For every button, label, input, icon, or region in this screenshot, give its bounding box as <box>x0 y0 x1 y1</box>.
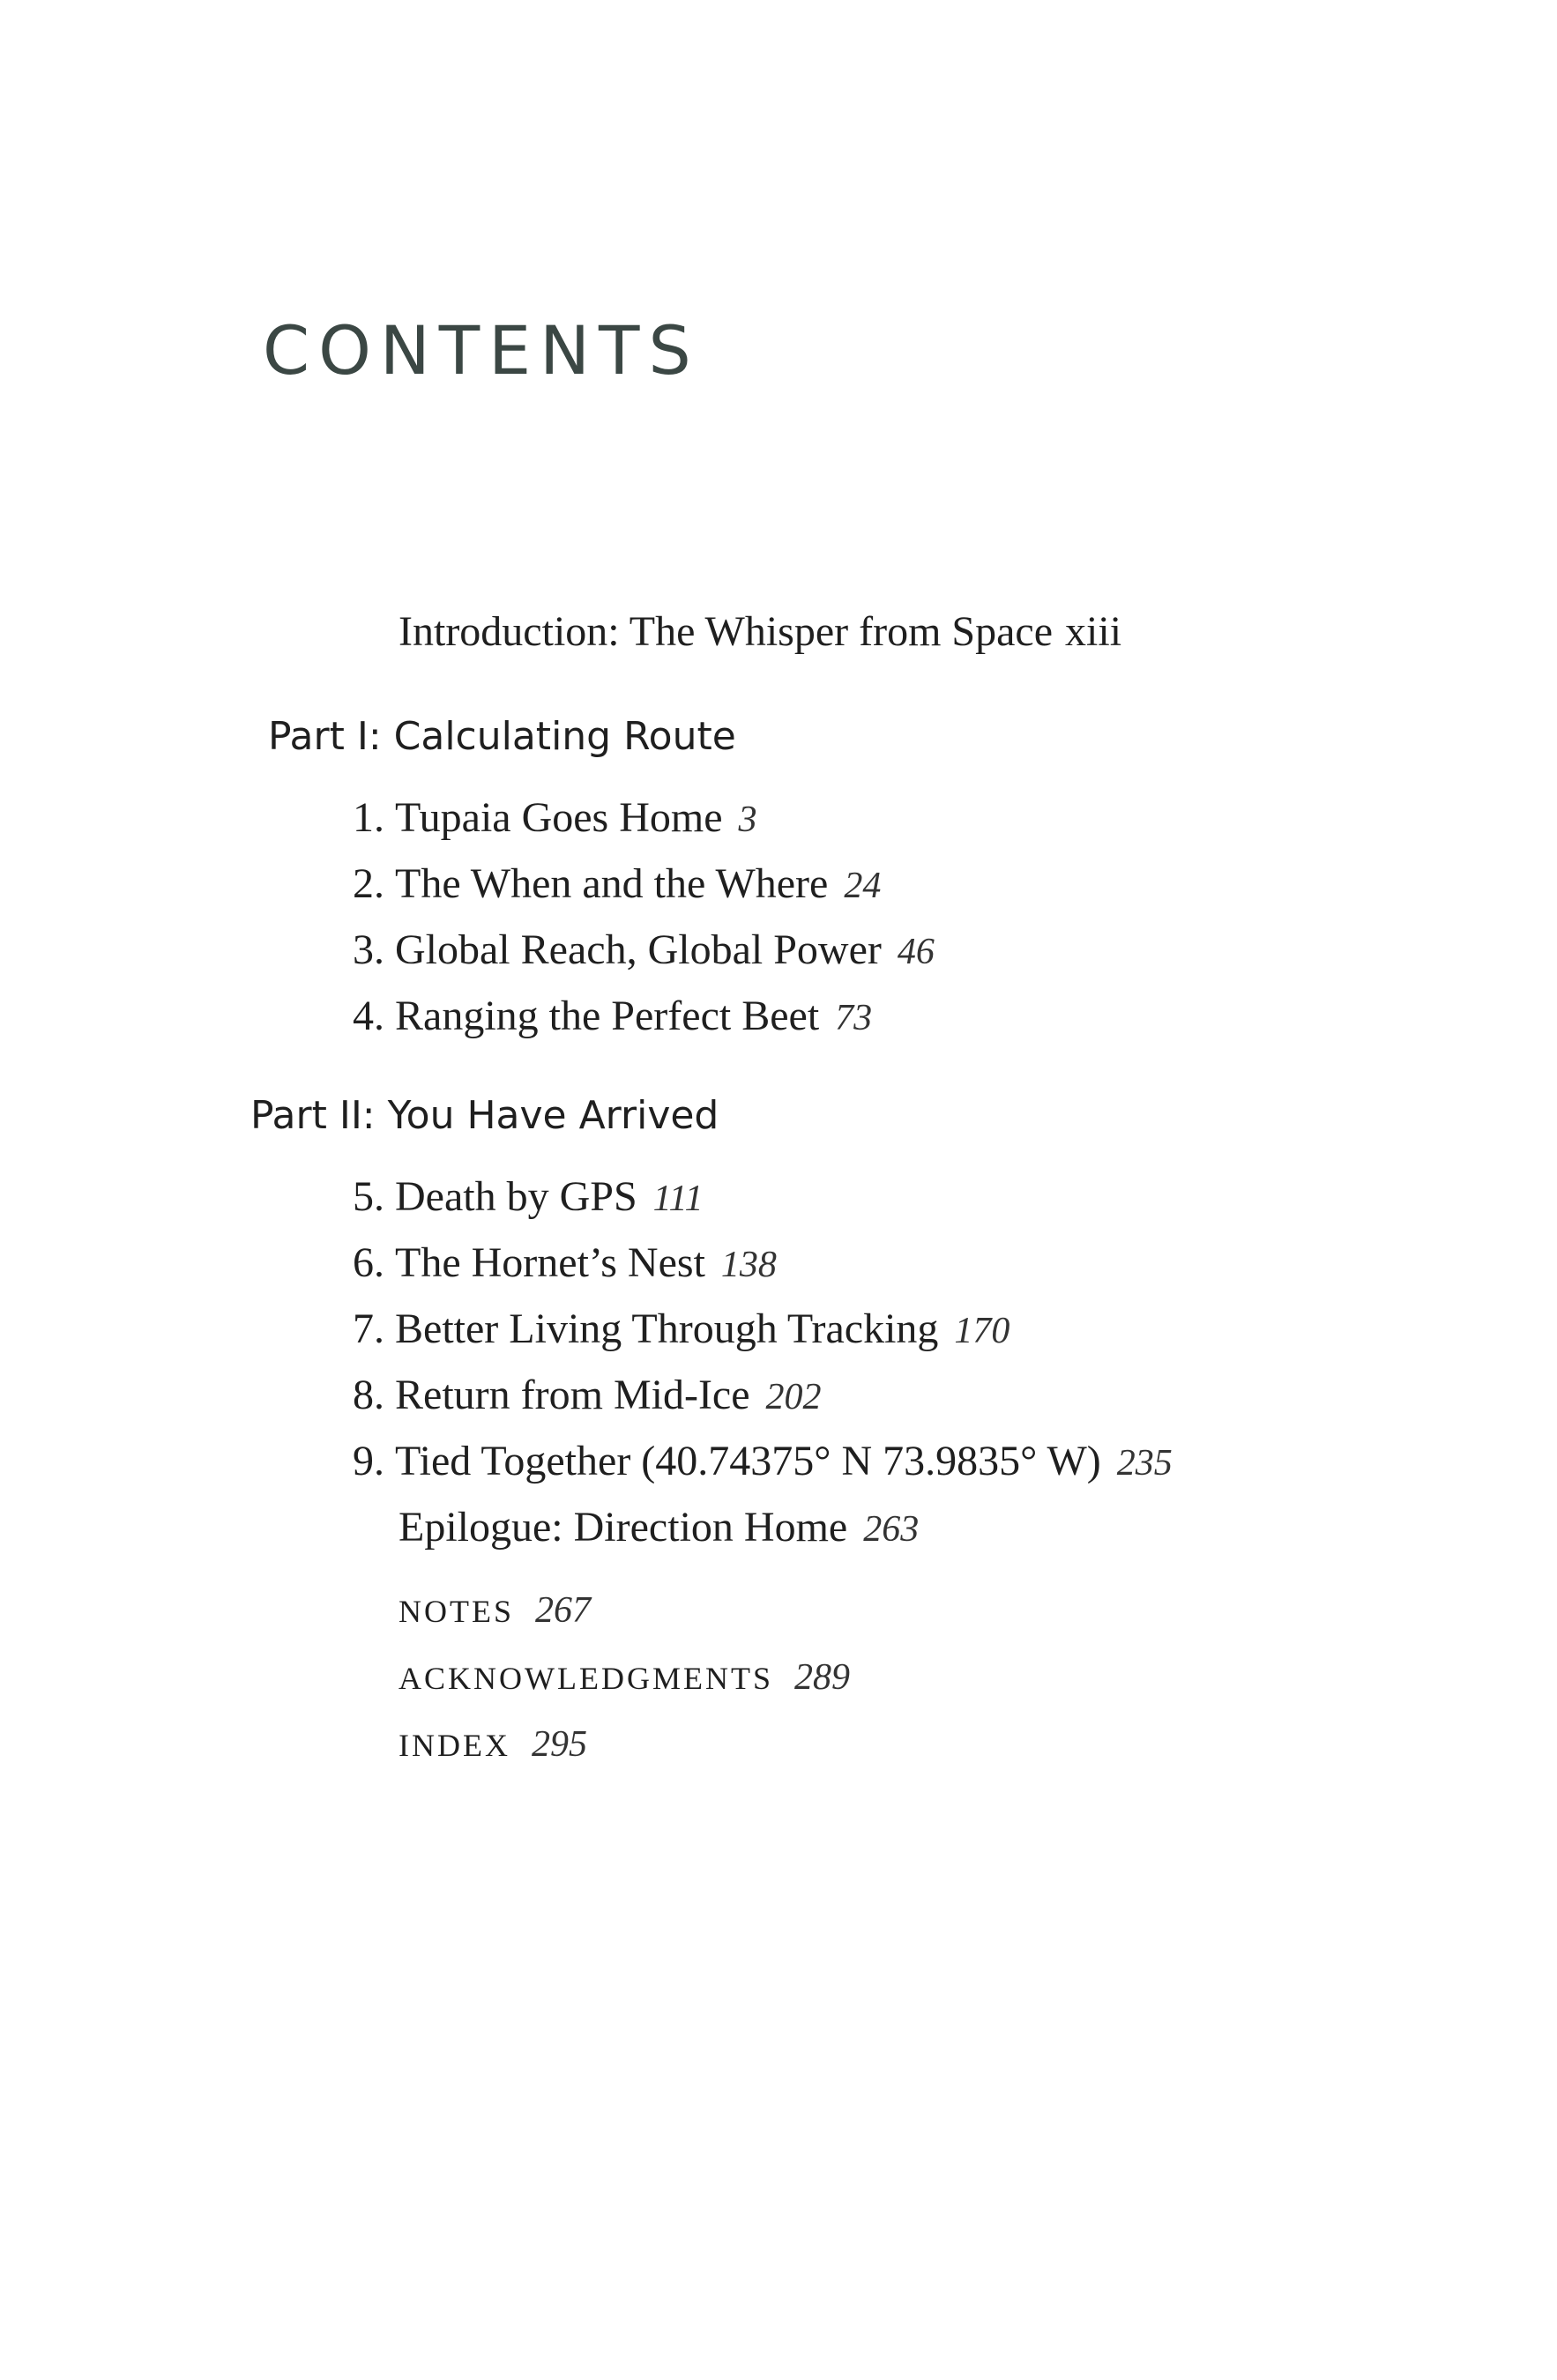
entry-page-number: 289 <box>793 1657 850 1698</box>
chapter-title: The When and the Where <box>395 860 829 907</box>
entry-page-number: 3 <box>738 800 757 840</box>
chapter-title: Better Living Through Tracking <box>395 1305 939 1352</box>
part-heading: Part I: Calculating Route <box>268 714 736 759</box>
toc-entry-chapter <box>353 860 882 907</box>
chapter-number: 1. <box>353 794 384 841</box>
chapter-number: 9. <box>353 1438 384 1484</box>
entry-title: Introduction: The Whisper from Space <box>399 608 1054 655</box>
entry-title: Epilogue: Direction Home <box>399 1504 848 1551</box>
toc-entry-chapter <box>353 1440 1173 1483</box>
entry-title: ACKNOWLEDGMENTS <box>399 1661 773 1696</box>
chapter-number: 6. <box>353 1239 384 1286</box>
toc-entry-introduction <box>399 608 1122 655</box>
toc-entry-chapter <box>353 1173 704 1220</box>
entry-page-number: xiii <box>1065 608 1122 655</box>
chapter-number: 4. <box>353 993 384 1039</box>
entry-page-number: 111 <box>652 1179 704 1219</box>
chapter-title: Return from Mid-Ice <box>395 1372 750 1418</box>
chapter-number: 2. <box>353 860 384 907</box>
page-title: CONTENTS <box>263 311 700 390</box>
entry-page-number: 138 <box>720 1245 777 1285</box>
entry-title: NOTES <box>399 1594 514 1629</box>
part-heading: Part II: You Have Arrived <box>250 1093 719 1138</box>
toc-entry-chapter <box>353 794 757 841</box>
chapter-number: 5. <box>353 1173 384 1220</box>
entry-page-number: 202 <box>765 1377 822 1417</box>
chapter-title: Tied Together (40.74375° N 73.9835° W) <box>395 1438 1101 1484</box>
entry-page-number: 267 <box>535 1590 591 1631</box>
chapter-number: 8. <box>353 1372 384 1418</box>
chapter-title: Global Reach, Global Power <box>395 926 882 973</box>
toc-entry-chapter <box>353 995 872 1038</box>
toc-entry-back-matter <box>399 1726 587 1763</box>
entry-page-number: 170 <box>954 1311 1010 1351</box>
toc-entry-chapter <box>353 1239 777 1286</box>
toc-entry-chapter <box>353 1305 1010 1352</box>
toc-entry-back-matter <box>399 1592 591 1629</box>
toc-entry-epilogue <box>399 1506 919 1549</box>
toc-entry-chapter <box>353 926 935 973</box>
toc-entry-chapter <box>353 1374 822 1417</box>
entry-page-number: 235 <box>1116 1443 1173 1484</box>
entry-title: INDEX <box>399 1728 510 1763</box>
entry-page-number: 295 <box>531 1724 587 1765</box>
entry-page-number: 46 <box>897 932 935 972</box>
chapter-number: 7. <box>353 1305 384 1352</box>
entry-page-number: 73 <box>835 998 873 1038</box>
entry-page-number: 24 <box>844 866 882 906</box>
chapter-title: The Hornet’s Nest <box>395 1239 705 1286</box>
toc-entry-back-matter <box>399 1659 850 1696</box>
entry-page-number: 263 <box>863 1509 920 1550</box>
chapter-title: Death by GPS <box>395 1173 637 1220</box>
chapter-number: 3. <box>353 926 384 973</box>
chapter-title: Tupaia Goes Home <box>395 794 723 841</box>
chapter-title: Ranging the Perfect Beet <box>395 993 820 1039</box>
